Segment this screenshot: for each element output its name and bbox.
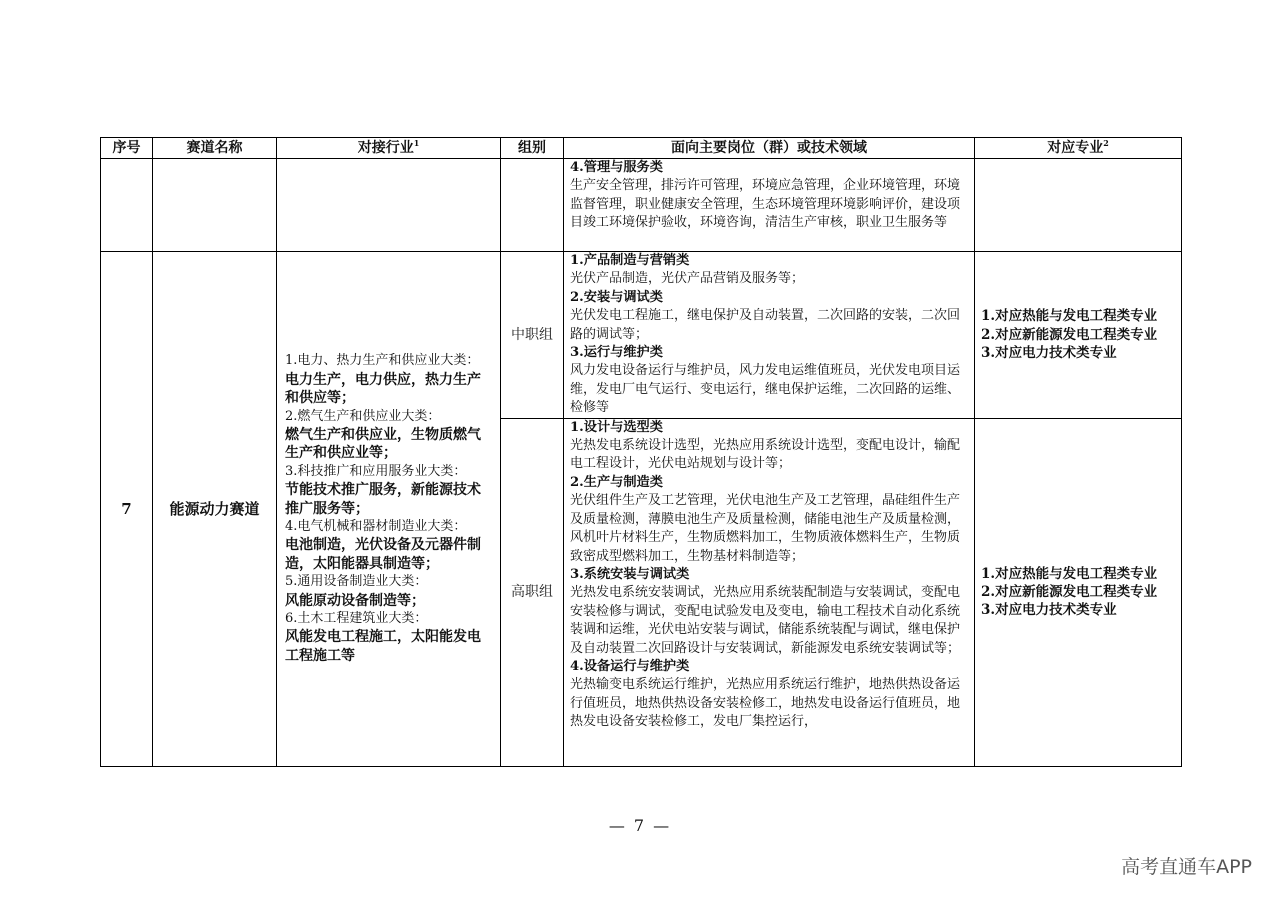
domain-cell-secondary	[564, 252, 975, 419]
header-group: 组别	[501, 138, 564, 159]
industry-category: 5.通用设备制造业大类：	[285, 574, 428, 590]
header-industry: 对接行业$^1$	[277, 138, 501, 159]
major-item: 2.对应新能源发电工程类专业	[981, 326, 1158, 343]
major-item: 1.对应热能与发电工程类专业	[981, 308, 1158, 325]
major-item: 3.对应电力技术类专业	[981, 602, 1117, 619]
page-number: — 7 —	[608, 816, 672, 835]
domain-cell-higher	[564, 418, 975, 766]
domain-heading: 3.系统安装与调试类	[570, 566, 690, 582]
major-cell-higher	[975, 418, 1182, 766]
industry-items: 电池制造，光伏设备及元器件制造，太阳能器具制造等；	[285, 537, 481, 572]
industry-items: 燃气生产和供应业，生物质燃气生产和供应业等；	[285, 427, 481, 462]
domain-heading: 4.管理与服务类	[570, 160, 663, 175]
domain-text: 光伏发电工程施工，继电保护及自动装置，二次回路的安装，二次回路的调试等；	[570, 308, 961, 342]
domain-text: 光伏组件生产及工艺管理，光伏电池生产及工艺管理，晶硅组件生产及质量检测，薄膜电池生产及质量检测，储能电池生产及质量检测，风机叶片材料生产，生物质燃料加工，生物质液体燃料生产，生物质致密成型燃料加工，生物基材料制造等；	[570, 493, 961, 564]
domain-heading: 4.设备运行与维护类	[570, 658, 690, 674]
group-higher: 高职组	[501, 418, 564, 766]
seq-number: 7	[101, 252, 153, 767]
cont-group-cell	[501, 159, 564, 252]
header-major: 对应专业$^2$	[975, 138, 1182, 159]
group-secondary: 中职组	[501, 252, 564, 419]
cont-major-cell	[975, 159, 1182, 252]
table-row-7-secondary	[101, 252, 1182, 419]
major-item: 3.对应电力技术类专业	[981, 345, 1117, 362]
major-cell-secondary	[975, 252, 1182, 419]
domain-heading: 3.运行与维护类	[570, 345, 663, 361]
domain-heading: 2.安装与调试类	[570, 289, 663, 305]
industry-items: 风能原动设备制造等；	[285, 592, 425, 609]
domain-text: 光热发电系统安装调试，光热应用系统装配制造与安装调试，变配电安装检修与调试，变配电试验发电及变电，输电工程技术自动化系统装调和运维，光伏电站安装与调试，储能系统装配与调试，继电保护及自动装置二次回路设计与安装调试，新能源发电系统安装调试等；	[570, 585, 961, 656]
domain-text: 生产安全管理，排污许可管理，环境应急管理，企业环境管理，环境监督管理，职业健康安全管理，生态环境管理环境影响评价，建设项目竣工环境保护验收，环境咨询，清洁生产审核，职业卫生服务等	[570, 178, 961, 231]
header-domain: 面向主要岗位（群）或技术领域	[564, 138, 975, 159]
industry-cell	[277, 252, 501, 767]
industry-category: 2.燃气生产和供应业大类：	[285, 408, 441, 424]
industry-category: 1.电力、热力生产和供应业大类：	[285, 353, 480, 369]
domain-heading: 1.设计与选型类	[570, 419, 663, 435]
cont-track-cell	[153, 159, 277, 252]
industry-category: 4.电气机械和器材制造业大类：	[285, 519, 467, 535]
table-header-row	[101, 138, 1182, 159]
domain-heading: 2.生产与制造类	[570, 474, 663, 490]
footnote-mark-2: 2	[1103, 137, 1109, 148]
domain-text: 光伏产品制造，光伏产品营销及服务等；	[570, 271, 805, 287]
competition-table	[100, 137, 1182, 767]
header-seq: 序号	[101, 138, 153, 159]
footnote-mark-1: 1	[413, 137, 420, 148]
domain-text: 光热发电系统设计选型，光热应用系统设计选型，变配电设计，输配电工程设计，光伏电站规划与设计等；	[570, 438, 961, 472]
cont-domain-cell	[564, 159, 975, 252]
table-row-continued	[101, 159, 1182, 252]
industry-items: 节能技术推广服务，新能源技术推广服务等；	[285, 482, 481, 517]
domain-heading: 1.产品制造与营销类	[570, 253, 690, 268]
industry-category: 6.土木工程建筑业大类：	[285, 611, 428, 627]
major-item: 1.对应热能与发电工程类专业	[981, 565, 1158, 582]
track-name: 能源动力赛道	[153, 252, 277, 767]
cont-industry-cell	[277, 159, 501, 252]
industry-items: 风能发电工程施工，太阳能发电工程施工等	[285, 629, 481, 664]
domain-text: 光热输变电系统运行维护，光热应用系统运行维护，地热供热设备运行值班员，地热供热设备安装检修工，地热发电设备运行值班员，地热发电设备安装检修工，发电厂集控运行，	[570, 677, 961, 730]
cont-seq-cell	[101, 159, 153, 252]
watermark-text: 高考直通车APP	[1121, 856, 1252, 878]
domain-text: 风力发电设备运行与维护员，风力发电运维值班员，光伏发电项目运维，发电厂电气运行、变电运行，继电保护运维，二次回路的运维、检修等	[570, 363, 961, 416]
industry-items: 电力生产，电力供应，热力生产和供应等；	[285, 371, 481, 407]
industry-category: 3.科技推广和应用服务业大类：	[285, 463, 467, 479]
header-track: 赛道名称	[153, 138, 277, 159]
major-item: 2.对应新能源发电工程类专业	[981, 583, 1158, 600]
